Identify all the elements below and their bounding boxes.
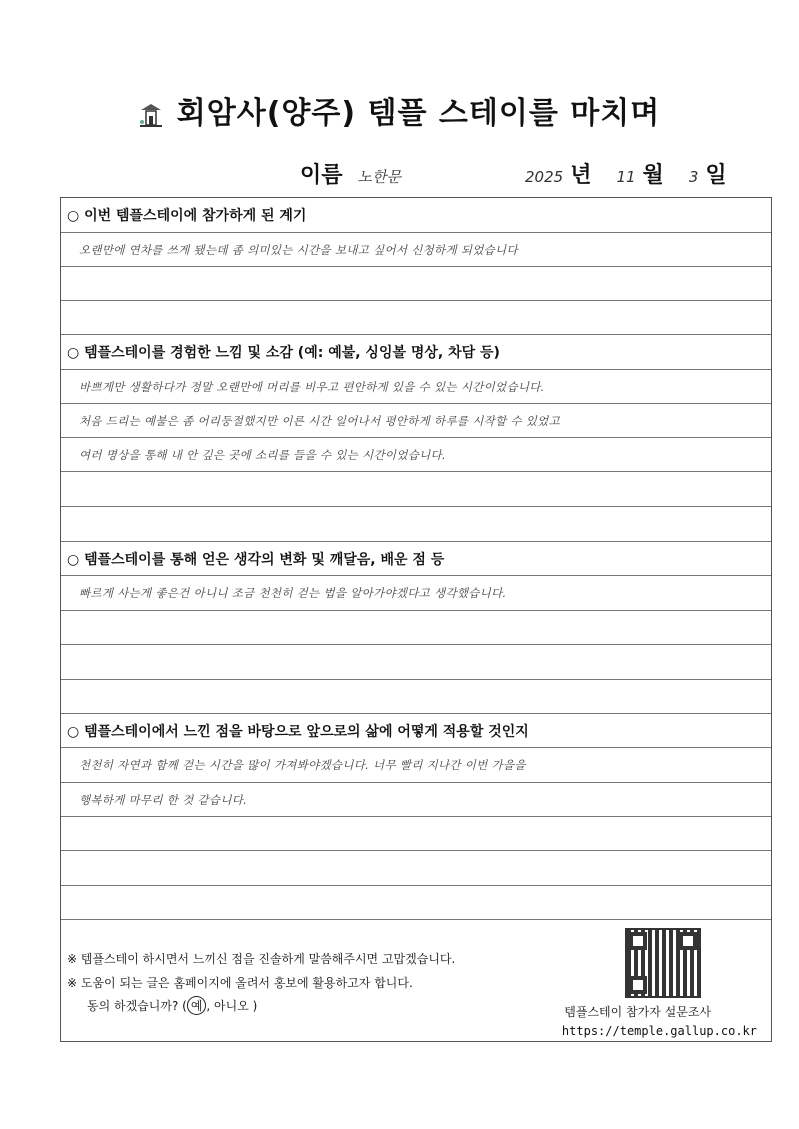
page-title	[0, 88, 799, 132]
section-heading: ○ 템플스테이를 경험한 느낌 및 소감 (예: 예불, 싱잉볼 명상, 차담 등)	[61, 335, 771, 370]
answer-line[interactable]: 처음 드리는 예불은 좀 어리둥절했지만 이른 시간 일어나서 평안하게 하루를 시작할 수 있었고	[61, 404, 771, 438]
consent-no-option[interactable]: , 아니오 )	[206, 999, 258, 1013]
section-heading: ○ 템플스테이를 통해 얻은 생각의 변화 및 깨달음, 배운 점 등	[61, 542, 771, 576]
answer-line-empty[interactable]	[61, 267, 771, 301]
year-value[interactable]: 2025	[525, 168, 564, 186]
answer-line-empty[interactable]	[61, 507, 771, 542]
footer-note: ※ 도움이 되는 글은 홈페이지에 올려서 홍보에 활용하고자 합니다.	[67, 976, 413, 990]
answer-line-empty[interactable]	[61, 886, 771, 920]
answer-line[interactable]: 천천히 자연과 함께 걷는 시간을 많이 가져봐야겠습니다. 너무 빨리 지나간 이번 가을을	[61, 748, 771, 783]
consent-question	[87, 996, 257, 1015]
answer-line[interactable]: 빠르게 사는게 좋은건 아니니 조금 천천히 걷는 법을 알아가야겠다고 생각했습니다.	[61, 576, 771, 611]
consent-yes-option[interactable]: 예	[187, 996, 207, 1015]
survey-label: 템플스테이 참가자 설문조사	[564, 1005, 711, 1019]
name-label: 이름	[300, 163, 343, 188]
answer-line-empty[interactable]	[61, 817, 771, 851]
survey-form	[60, 197, 772, 1042]
name-value[interactable]: 노한문	[357, 168, 401, 186]
section-heading: ○ 템플스테이에서 느낀 점을 바탕으로 앞으로의 삶에 어떻게 적용할 것인지	[61, 714, 771, 748]
answer-line[interactable]: 바쁘게만 생활하다가 정말 오랜만에 머리를 비우고 편안하게 있을 수 있는 시간이었습니다.	[61, 370, 771, 404]
consent-label: 동의 하겠습니까? (	[87, 999, 187, 1013]
survey-url: https://temple.gallup.co.kr	[561, 1024, 757, 1038]
footer-note: ※ 템플스테이 하시면서 느끼신 점을 진솔하게 말씀해주시면 고맙겠습니다.	[67, 952, 456, 966]
answer-line[interactable]: 여러 명상을 통해 내 안 깊은 곳에 소리를 들을 수 있는 시간이었습니다.	[61, 438, 771, 472]
answer-line-empty[interactable]	[61, 645, 771, 680]
day-label: 일	[705, 163, 727, 188]
section-heading: ○ 이번 템플스테이에 참가하게 된 계기	[61, 198, 771, 233]
qr-code-icon	[625, 928, 701, 998]
answer-line[interactable]: 오랜만에 연차를 쓰게 됐는데 좀 의미있는 시간을 보내고 싶어서 신청하게 되었습니다	[61, 233, 771, 267]
title-text: 회암사(양주) 템플 스테이를 마치며	[176, 96, 661, 131]
temple-logo-icon	[139, 102, 163, 128]
form-footer	[61, 920, 771, 1041]
month-label: 월	[642, 163, 664, 188]
answer-line-empty[interactable]	[61, 680, 771, 714]
answer-line-empty[interactable]	[61, 611, 771, 645]
answer-line-empty[interactable]	[61, 472, 771, 507]
answer-line-empty[interactable]	[61, 301, 771, 335]
day-value[interactable]: 3	[688, 168, 699, 186]
name-date-line	[300, 158, 763, 192]
year-label: 년	[570, 163, 592, 188]
answer-line-empty[interactable]	[61, 851, 771, 886]
month-value[interactable]: 11	[616, 168, 636, 186]
answer-line[interactable]: 행복하게 마무리 한 것 같습니다.	[61, 783, 771, 817]
